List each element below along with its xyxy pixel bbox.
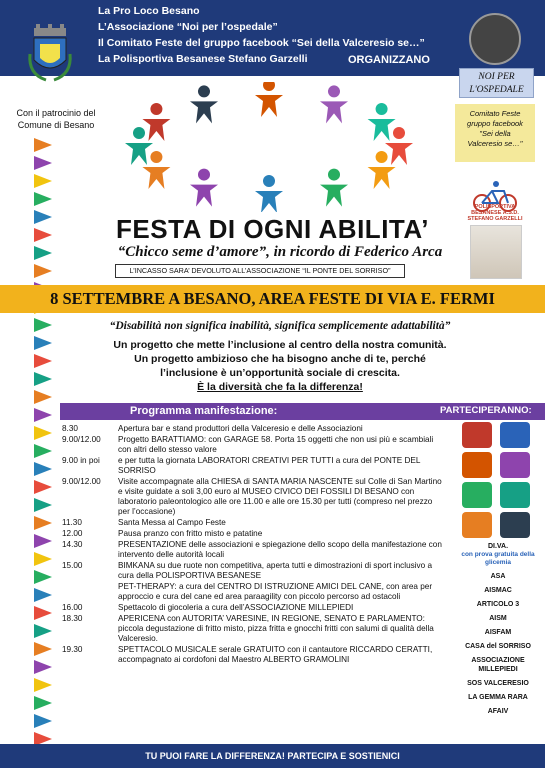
partner-name: ASSOCIAZIONE MILLEPIEDI xyxy=(471,657,525,673)
paper-figure xyxy=(125,127,153,165)
project-line: È la diversità che fa la differenza! xyxy=(197,381,363,393)
partner-name: LA GEMMA RARA xyxy=(468,694,528,701)
schedule-desc: Visite accompagnate alla CHIESA di SANTA MARIA NASCENTE sul Colle di San Martino e visite guidate a soli 3,00 euro al MUSEO CIVICO DEI FOSSILI DI BESANO con laboratorio paleontologico alle ore 11.00 e alle ore 15.30 per tutti (compreso nel prezzo per l’occasione) xyxy=(118,477,442,516)
bunting-flag xyxy=(34,408,52,422)
partner-logo-icon xyxy=(462,452,492,478)
schedule-list xyxy=(62,424,442,666)
bunting-flag xyxy=(34,498,52,512)
partner-logo-icon xyxy=(462,482,492,508)
partner-diva xyxy=(452,542,544,567)
ospedale-label: L'OSPEDALE xyxy=(469,85,524,95)
bunting-flag xyxy=(34,390,52,404)
partner-name: SOS VALCERESIO xyxy=(467,680,529,687)
bunting-flag xyxy=(34,552,52,566)
organizer-line: La Polisportiva Besanese Stefano Garzelli xyxy=(98,53,308,65)
partner-name: CASA del SORRISO xyxy=(465,643,531,650)
bunting-flag xyxy=(34,588,52,602)
event-subtitle xyxy=(40,244,520,261)
schedule-row xyxy=(62,518,442,528)
bunting-flag xyxy=(34,156,52,170)
bunting-flag xyxy=(34,354,52,368)
schedule-row xyxy=(62,561,442,581)
bunting-flag xyxy=(34,138,52,152)
schedule-time: 19.30 xyxy=(62,645,83,654)
schedule-desc: Santa Messa al Campo Feste xyxy=(118,518,226,527)
schedule-desc: Pausa pranzo con fritto misto e patatine xyxy=(118,529,263,538)
paper-figure xyxy=(142,151,170,189)
partner-name: AISFAM xyxy=(484,629,512,636)
paper-figure xyxy=(368,151,396,189)
bunting-flag xyxy=(34,696,52,710)
project-line: Un progetto che mette l’inclusione al centro della nostra comunità. xyxy=(113,339,447,351)
partner-logo-icon xyxy=(500,452,530,478)
bunting-flag xyxy=(34,570,52,584)
pro-loco-logo-icon xyxy=(469,13,521,65)
partner-name: AISM xyxy=(489,615,507,622)
organizer-line: Il Comitato Feste del gruppo facebook “Sei della Valceresio se…” xyxy=(98,37,425,49)
paper-figure xyxy=(190,85,218,123)
organizer-line: La Pro Loco Besano xyxy=(98,5,200,17)
bunting-flag xyxy=(34,192,52,206)
schedule-time: 8.30 xyxy=(62,424,78,433)
schedule-desc: PRESENTAZIONE delle associazioni e spiegazione dello scopo della manifestazione con intervento delle autorità locali xyxy=(118,540,442,559)
schedule-row xyxy=(62,582,442,602)
schedule-time: 15.00 xyxy=(62,561,83,570)
partner-logo-icon xyxy=(462,512,492,538)
schedule-desc: Spettacolo di giocoleria a cura dell’ASSOCIAZIONE MILLEPIEDI xyxy=(118,603,354,612)
besano-crest-icon xyxy=(26,24,74,84)
schedule-desc: Apertura bar e stand produttori della Valceresio e delle Associazioni xyxy=(118,424,363,433)
paper-figure xyxy=(190,169,218,207)
partners-column xyxy=(452,422,544,721)
comitato-line: gruppo facebook xyxy=(467,119,523,128)
partner-name: DI.VA. xyxy=(487,543,509,550)
bunting-flag xyxy=(34,678,52,692)
partner-logo-icon xyxy=(500,482,530,508)
schedule-time: 9.00/12.00 xyxy=(62,435,101,444)
partner-name: AFAIV xyxy=(487,708,509,715)
partner-name: AISMAC xyxy=(484,587,512,594)
event-title: FESTA DI OGNI ABILITA’ xyxy=(116,214,429,244)
bunting-flag xyxy=(34,714,52,728)
schedule-time: 9.00 in poi xyxy=(62,456,100,465)
patrocinio-text: Con il patrocinio del Comune di Besano xyxy=(16,108,96,130)
bunting-flag xyxy=(34,516,52,530)
bunting-flag xyxy=(34,534,52,548)
polisportiva-label: POLISPORTIVA BESANESE A.S.D. STEFANO GARZELLI xyxy=(467,204,523,222)
schedule-desc: PET-THERAPY: a cura del CENTRO DI ISTRUZIONE AMICI DEL CANE, con area per approccio e cura del cane ed area paraagility con piccolo percorso ad ostacoli xyxy=(118,582,433,601)
schedule-time: 12.00 xyxy=(62,529,83,538)
incasso-note: L’INCASSO SARA’ DEVOLUTO ALL’ASSOCIAZIONE “IL PONTE DEL SORRISO” xyxy=(115,264,405,278)
bunting-flag xyxy=(34,462,52,476)
programme-title: Programma manifestazione: xyxy=(130,405,278,417)
glicemia-note: con prova gratuita della glicemia xyxy=(461,551,535,566)
schedule-time: 9.00/12.00 xyxy=(62,477,101,486)
bunting-flag xyxy=(34,264,52,278)
schedule-row xyxy=(62,456,442,476)
comitato-line: Valceresio se…" xyxy=(467,139,523,148)
motto-quote: “Disabilità non significa inabilità, significa semplicemente adattabilità” xyxy=(109,320,451,332)
comitato-feste-box xyxy=(455,104,535,162)
bunting-flag xyxy=(34,174,52,188)
schedule-desc: SPETTACOLO MUSICALE serale GRATUITO con il cantautore RICCARDO CERATTI, accompagnato ai cordofoni dal Maestro ALBERTO GRAMOLINI xyxy=(118,645,433,664)
bunting-flag xyxy=(34,606,52,620)
bunting-flag xyxy=(34,480,52,494)
schedule-time: 14.30 xyxy=(62,540,83,549)
schedule-time xyxy=(62,582,118,602)
schedule-time: 16.00 xyxy=(62,603,83,612)
schedule-desc: APERICENA con AUTORITA’ VARESINE, IN REGIONE, SENATO E PARLAMENTO: piccola degustazione di fritto misto, pizza fritta e gnocchi fritti con salumi di qualità della Valceresio. xyxy=(118,614,434,643)
comitato-line: Comitato Feste xyxy=(469,109,521,118)
project-description xyxy=(60,338,500,394)
subtitle-quote: “Chicco seme d’amore” xyxy=(117,244,267,260)
partner-name: ASA xyxy=(490,573,506,580)
organizzano-label: ORGANIZZANO xyxy=(348,54,430,66)
partecipanti-title: PARTECIPERANNO: xyxy=(440,405,532,416)
paper-figure xyxy=(320,85,348,123)
paper-figure xyxy=(368,103,396,141)
bunting-flag xyxy=(34,426,52,440)
schedule-row xyxy=(62,603,442,613)
schedule-row xyxy=(62,477,442,517)
schedule-row xyxy=(62,645,442,665)
bunting-flag xyxy=(34,624,52,638)
schedule-row xyxy=(62,529,442,539)
project-line: Un progetto ambizioso che ha bisogno anche di te, perché xyxy=(134,353,426,365)
subtitle-rest: , in ricordo di Federico Arca xyxy=(266,244,443,260)
schedule-time: 11.30 xyxy=(62,518,82,527)
bunting-flag xyxy=(34,642,52,656)
paper-figure xyxy=(320,169,348,207)
organizer-line: L’Associazione “Noi per l’ospedale” xyxy=(98,21,278,33)
paper-figure xyxy=(255,175,283,212)
bunting-flag xyxy=(34,660,52,674)
partner-logo-icon xyxy=(462,422,492,448)
project-line: l’inclusione è un’opportunità sociale di crescita. xyxy=(160,367,400,379)
schedule-row xyxy=(62,614,442,644)
partner-names xyxy=(452,542,544,716)
schedule-row xyxy=(62,435,442,455)
noi-per-label: NOI PER xyxy=(478,72,515,82)
comitato-line: "Sei della xyxy=(479,129,511,138)
event-date-location: 8 SETTEMBRE A BESANO, AREA FESTE DI VIA E. FERMI xyxy=(50,289,495,308)
footer-slogan: TU PUOI FARE LA DIFFERENZA! PARTECIPA E SOSTIENICI xyxy=(145,751,400,761)
schedule-time: 18.30 xyxy=(62,614,83,623)
schedule-row xyxy=(62,424,442,434)
paper-figure xyxy=(142,103,170,141)
partner-logo-icon xyxy=(500,512,530,538)
hero-illustration xyxy=(104,82,434,212)
partner-logos xyxy=(452,422,544,538)
paper-figure xyxy=(385,127,413,165)
schedule-row xyxy=(62,540,442,560)
bunting-flag xyxy=(34,336,52,350)
bunting-flag xyxy=(34,372,52,386)
partner-name: ARTICOLO 3 xyxy=(476,601,520,608)
partner-logo-icon xyxy=(500,422,530,448)
paper-figure xyxy=(255,82,283,117)
schedule-desc: BIMKANA su due ruote non competitiva, aperta tutti e dimostrazioni di sport inclusivo a cura della POLISPORTIVA BESANESE xyxy=(118,561,433,580)
bunting-flag xyxy=(34,444,52,458)
schedule-desc: e per tutta la giornata LABORATORI CREATIVI PER TUTTI a cura del PONTE DEL SORRISO xyxy=(118,456,421,475)
schedule-desc: Progetto BARATTIAMO: con GARAGE 58. Porta 15 oggetti che non usi più e scambiali con altri dello stesso valore xyxy=(118,435,434,454)
bunting-flag xyxy=(34,732,52,744)
noi-per-ospedale-logo xyxy=(459,68,534,98)
